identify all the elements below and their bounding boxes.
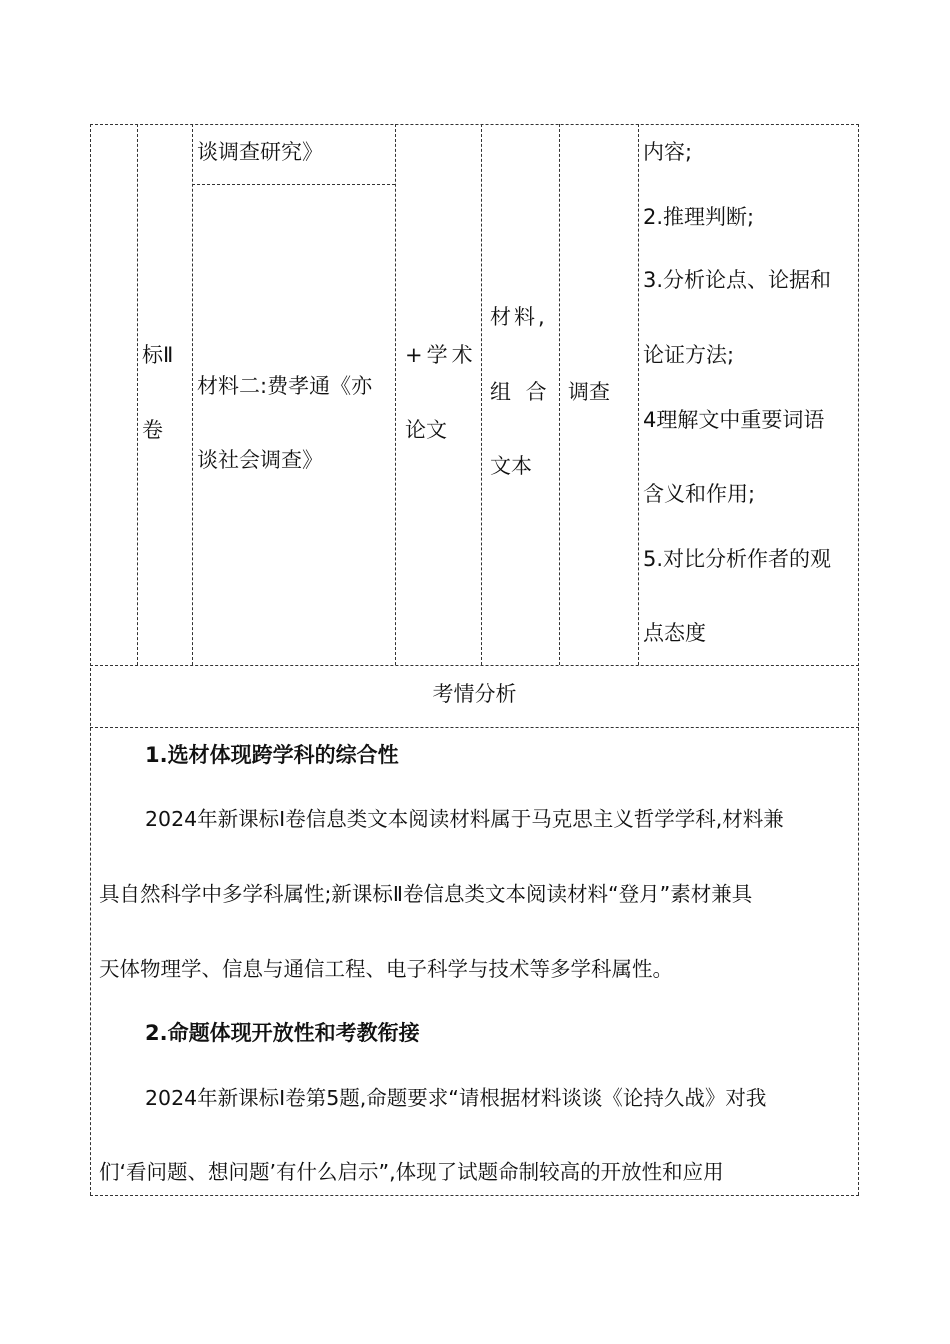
material-divider [192, 184, 395, 185]
analysis-header-top-border [90, 665, 859, 666]
genre-label-cont: 论文 [405, 418, 447, 442]
col-divider-6 [638, 124, 639, 665]
material-two-title: 材料二:费孝通《亦 [197, 374, 373, 398]
assessment-point: 内容; [643, 140, 693, 164]
analysis-paragraph-2-line: 们‘看问题、想问题’有什么启示”,体现了试题命制较高的开放性和应用 [99, 1160, 724, 1184]
form-label-cont: 组 合 [490, 380, 551, 404]
table-right-border [858, 124, 859, 1195]
assessment-point: 2.推理判断; [643, 205, 755, 229]
analysis-header: 考情分析 [432, 682, 517, 706]
assessment-point: 3.分析论点、论据和 [643, 268, 832, 292]
table-top-border [90, 124, 859, 125]
analysis-heading-2: 2.命题体现开放性和考教衔接 [145, 1021, 420, 1045]
form-label-end: 文本 [490, 454, 532, 478]
col-divider-3 [395, 124, 396, 665]
analysis-paragraph-1-line: 天体物理学、信息与通信工程、电子科学与技术等多学科属性。 [99, 957, 673, 981]
exam-volume-label-cont: 卷 [142, 418, 163, 442]
form-label: 材料, [490, 305, 548, 329]
material-one-title-tail: 谈调查研究》 [197, 140, 323, 164]
analysis-header-bottom-border [90, 727, 859, 728]
table-bottom-border [90, 1195, 859, 1196]
assessment-point: 4理解文中重要词语 [643, 408, 825, 432]
col-divider-1 [137, 124, 138, 665]
analysis-paragraph-1-line: 具自然科学中多学科属性;新课标Ⅱ卷信息类文本阅读材料“登月”素材兼具 [99, 882, 753, 906]
col-divider-2 [192, 124, 193, 665]
genre-label: +学术 [405, 343, 477, 367]
col-divider-5 [559, 124, 560, 665]
table-left-border [90, 124, 91, 1195]
analysis-paragraph-1-line: 2024年新课标Ⅰ卷信息类文本阅读材料属于马克思主义哲学学科,材料兼 [145, 807, 784, 831]
analysis-heading-1: 1.选材体现跨学科的综合性 [145, 743, 399, 767]
topic-label: 调查 [568, 380, 610, 404]
assessment-point: 5.对比分析作者的观 [643, 547, 832, 571]
col-divider-4 [481, 124, 482, 665]
assessment-point: 含义和作用; [643, 482, 756, 506]
material-two-title-cont: 谈社会调查》 [197, 448, 323, 472]
analysis-paragraph-2-line: 2024年新课标Ⅰ卷第5题,命题要求“请根据材料谈谈《论持久战》对我 [145, 1086, 767, 1110]
exam-volume-label: 标Ⅱ [142, 343, 174, 367]
assessment-point: 点态度 [643, 621, 706, 645]
assessment-point: 论证方法; [643, 343, 735, 367]
